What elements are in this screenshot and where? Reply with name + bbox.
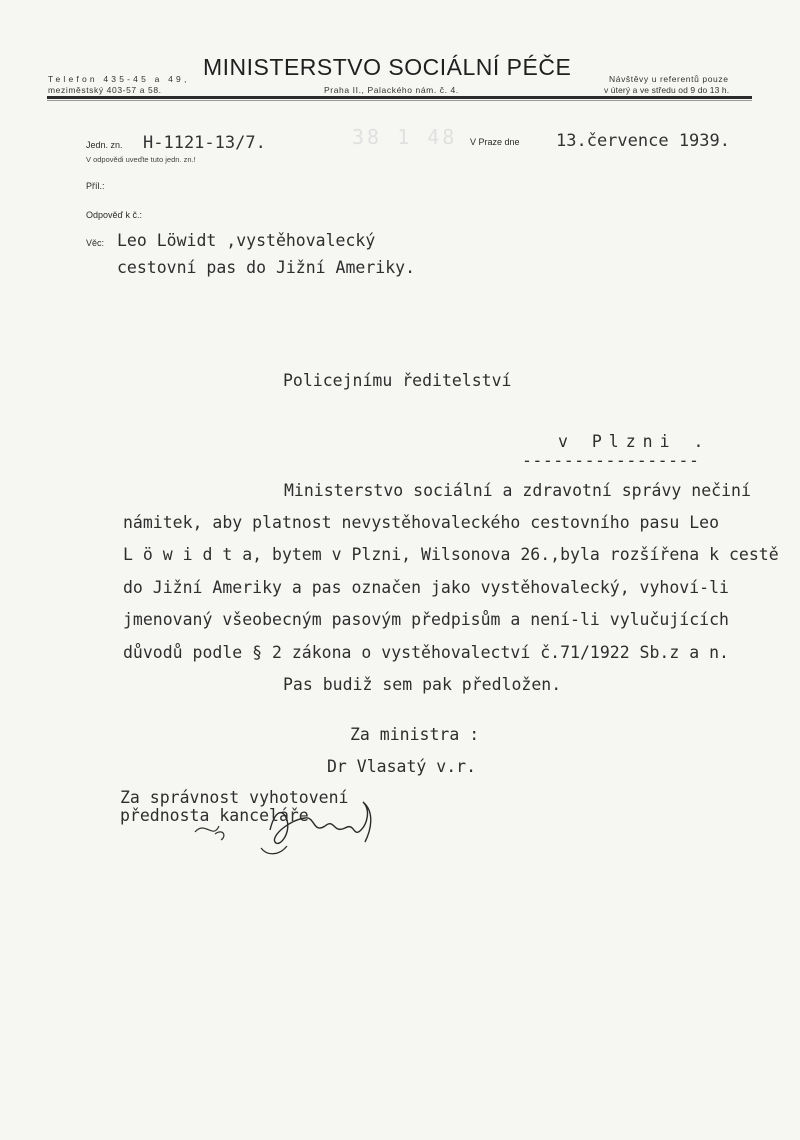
subject-line-2: cestovní pas do Jižní Ameriky.: [117, 258, 416, 277]
addressee-underline: -----------------: [522, 451, 700, 470]
subject-label: Věc:: [86, 238, 105, 248]
signatory-line: Dr Vlasatý v.r.: [327, 757, 477, 776]
date-label: V Praze dne: [470, 137, 520, 147]
addressee-name: Policejnímu ředitelství: [283, 371, 512, 390]
ministry-address: Praha II., Palackého nám. č. 4.: [324, 85, 459, 95]
body-line-1: Ministerstvo sociální a zdravotní správy nečiní: [284, 481, 751, 500]
correctness-line-1: Za správnost vyhotovení: [120, 788, 349, 807]
reference-number-value: H-1121-13/7.: [143, 133, 266, 153]
for-minister-line: Za ministra :: [350, 725, 480, 744]
date-value: 13.července 1939.: [556, 131, 730, 151]
body-line-6: důvodů podle § 2 zákona o vystěhovalectví č.71/1922 Sb.z a n.: [123, 643, 729, 662]
reply-to-label: Odpověď k č.:: [86, 210, 143, 220]
faint-stamp: 38 1 48: [352, 125, 458, 149]
letterhead-rule-thin: [47, 100, 752, 101]
body-line-5: jmenovaný všeobecným pasovým předpisům a není-li vylučujících: [123, 610, 729, 629]
reference-number-label: Jedn. zn.: [86, 140, 123, 150]
reference-number-note: V odpovědi uveďte tuto jedn. zn.!: [86, 155, 196, 164]
handwritten-signature: [175, 790, 385, 860]
addressee-place: v Plzni .: [558, 432, 711, 451]
phone-line-2: meziměstský 403-57 a 58.: [48, 85, 162, 95]
visits-line-2: v úterý a ve středu od 9 do 13 h.: [604, 85, 730, 95]
ministry-title: MINISTERSTVO SOCIÁLNÍ PÉČE: [203, 54, 572, 80]
visits-line-1: Návštěvy u referentů pouze: [609, 74, 729, 84]
subject-line-1: Leo Löwidt ,vystěhovalecký: [117, 231, 376, 250]
phone-line-1: Telefon 435-45 a 49,: [48, 74, 190, 84]
letterhead-rule: [47, 96, 752, 99]
body-line-4: do Jižní Ameriky a pas označen jako vystěhovalecký, vyhoví-li: [123, 578, 729, 597]
body-line-7: Pas budiž sem pak předložen.: [283, 675, 562, 694]
body-line-3: L ö w i d t a, bytem v Plzni, Wilsonova 26.,byla rozšířena k cestě: [123, 545, 779, 564]
attachments-label: Příl.:: [86, 181, 105, 191]
body-line-2: námitek, aby platnost nevystěhovaleckého cestovního pasu Leo: [123, 513, 720, 532]
correctness-line-2: přednosta kanceláře: [120, 806, 309, 825]
